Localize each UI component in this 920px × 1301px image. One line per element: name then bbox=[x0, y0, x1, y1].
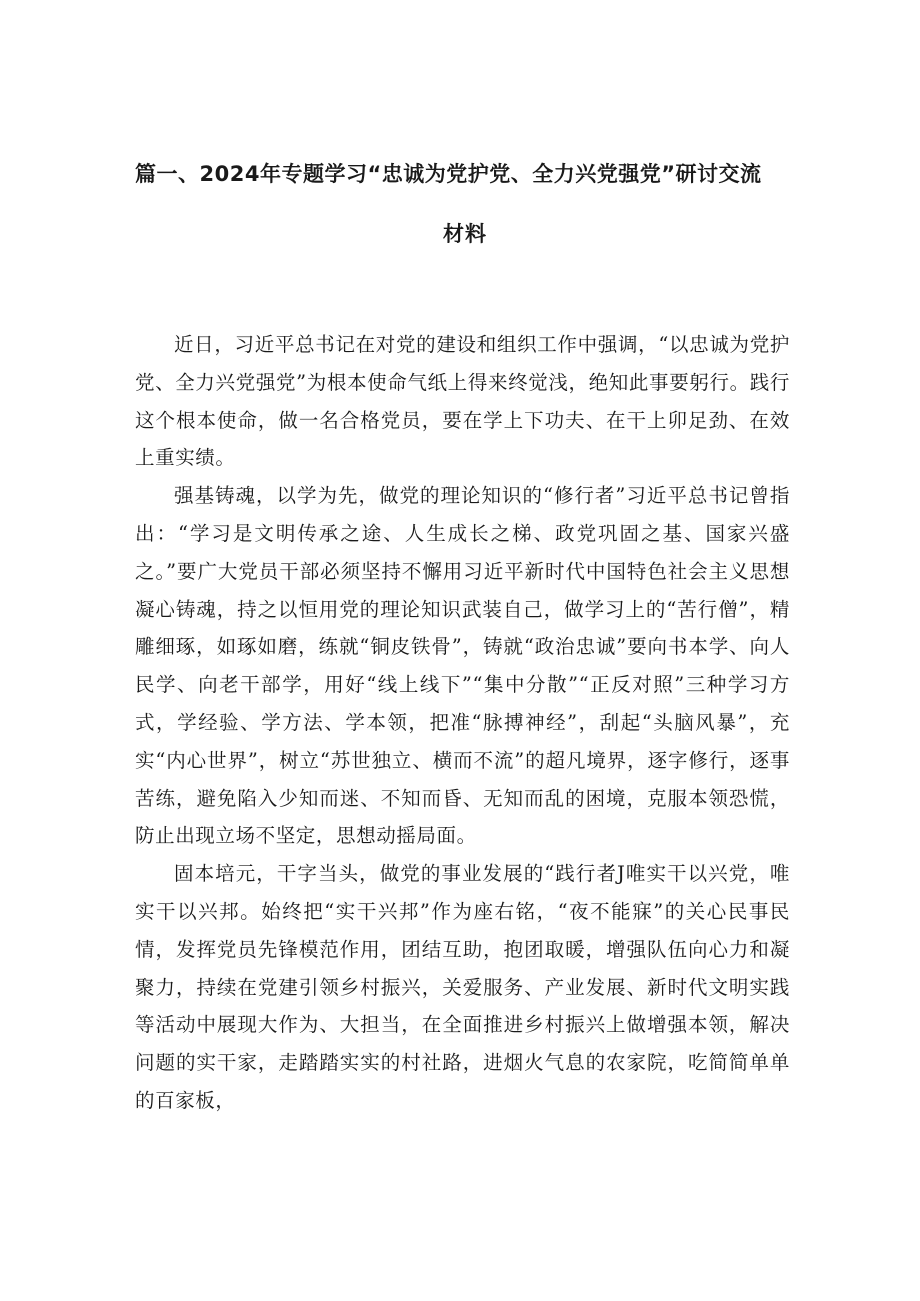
document-title-line-1: 篇一、2024年专题学习“忠诚为党护党、全力兴党强党”研讨交流 bbox=[135, 162, 762, 186]
paragraph-intro: 近日，习近平总书记在对党的建设和组织工作中强调，“以忠诚为党护党、全力兴党强党”为根本使命气纸上得来终觉浅，绝知此事要躬行。践行这个根本使命，做一名合格党员，要在学上下功夫、在干上卯足劲、在效上重实绩。 bbox=[135, 333, 790, 470]
paragraph-study: 强基铸魂，以学为先，做党的理论知识的“修行者”习近平总书记曾指出：“学习是文明传承之途、人生成长之梯、政党巩固之基、国家兴盛之。”要广大党员干部必须坚持不懈用习近平新时代中国特色社会主义思想凝心铸魂，持之以恒用党的理论知识武装自己，做学习上的“苦行僧”，精雕细琢，如琢如磨，练就“铜皮铁骨”，铸就“政治忠诚”要向书本学、向人民学、向老干部学，用好“线上线下”“集中分散”“正反对照”三种学习方式，学经验、学方法、学本领，把准“脉搏神经”，刮起“头脑风暴”，充实“内心世界”，树立“苏世独立、横而不流”的超凡境界，逐字修行，逐事苦练，避免陷入少知而迷、不知而昏、无知而乱的困境，克服本领恐慌，防止出现立场不坚定，思想动摇局面。 bbox=[135, 484, 790, 848]
document-title-line-2: 材料 bbox=[443, 222, 487, 246]
paragraph-practice: 固本培元，干字当头，做党的事业发展的“践行者J唯实干以兴党，唯实干以兴邦。始终把“实干兴邦”作为座右铭，“夜不能寐”的关心民事民情，发挥党员先锋模范作用，团结互助，抱团取暖，增强队伍向心力和凝聚力，持续在党建引领乡村振兴，关爱服务、产业发展、新时代文明实践等活动中展现大作为、大担当，在全面推进乡村振兴上做增强本领，解决问题的实干家，走踏踏实实的村社路，进烟火气息的农家院，吃简简单单的百家板， bbox=[135, 862, 790, 1112]
document-body bbox=[135, 326, 790, 1120]
